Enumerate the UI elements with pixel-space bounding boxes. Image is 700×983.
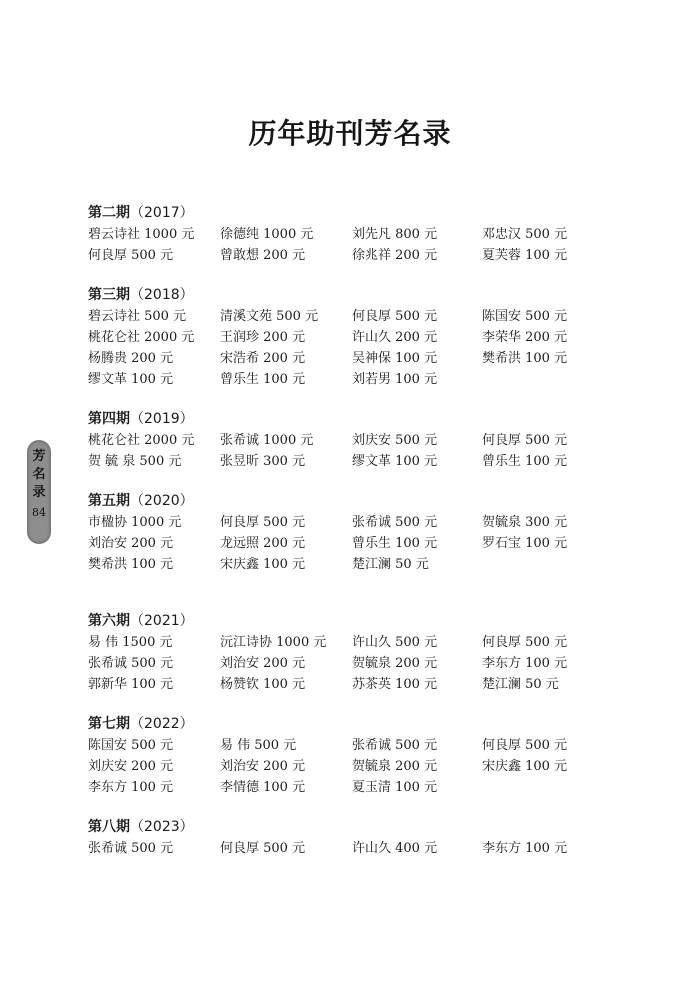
- donor-row: [88, 674, 608, 695]
- side-tab-char: 名: [32, 467, 46, 482]
- donor-entry: 贺毓泉 200 元: [352, 656, 438, 671]
- donor-entry: 张希诚 500 元: [352, 738, 438, 753]
- donor-row: [88, 451, 608, 472]
- donor-entry: 碧云诗社 1000 元: [88, 227, 195, 242]
- issue-number: 第六期: [88, 613, 130, 629]
- donor-entry: 杨腾贵 200 元: [88, 351, 174, 366]
- donor-entry: 沅江诗协 1000 元: [220, 635, 327, 650]
- donor-row: [88, 632, 608, 653]
- donor-entry: 缪文革 100 元: [88, 372, 174, 387]
- donor-row: [88, 327, 608, 348]
- donor-entry: 李情德 100 元: [220, 780, 306, 795]
- donor-entry: 许山久 200 元: [352, 330, 438, 345]
- issue-number: 第八期: [88, 819, 130, 835]
- issue-section: [88, 714, 608, 798]
- donor-entry: 李荣华 200 元: [482, 330, 568, 345]
- donor-entry: 刘治安 200 元: [220, 656, 306, 671]
- donor-entry: 张希诚 1000 元: [220, 433, 314, 448]
- donor-entry: 何良厚 500 元: [352, 309, 438, 324]
- donor-list: [88, 203, 608, 859]
- donor-entry: 宋浩希 200 元: [220, 351, 306, 366]
- donor-entry: 李东方 100 元: [482, 656, 568, 671]
- side-tab-char: 录: [32, 485, 46, 500]
- issue-section: [88, 491, 608, 575]
- issue-number: 第三期: [88, 287, 130, 303]
- donor-row: [88, 245, 608, 266]
- issue-heading: [88, 491, 608, 512]
- donor-row: [88, 777, 608, 798]
- donor-entry: 缪文革 100 元: [352, 454, 438, 469]
- donor-entry: 何良厚 500 元: [482, 738, 568, 753]
- issue-number: 第七期: [88, 716, 130, 732]
- donor-entry: 宋庆鑫 100 元: [482, 759, 568, 774]
- issue-heading: [88, 285, 608, 306]
- donor-entry: 何良厚 500 元: [220, 841, 306, 856]
- issue-heading: [88, 817, 608, 838]
- donor-entry: 刘先凡 800 元: [352, 227, 438, 242]
- donor-entry: 李东方 100 元: [88, 780, 174, 795]
- donor-entry: 清溪文苑 500 元: [220, 309, 319, 324]
- donor-row: [88, 430, 608, 451]
- donor-entry: 楚江澜 50 元: [352, 557, 429, 572]
- issue-heading: [88, 203, 608, 224]
- side-tab: [27, 440, 51, 544]
- donor-entry: 宋庆鑫 100 元: [220, 557, 306, 572]
- donor-entry: 陈国安 500 元: [88, 738, 174, 753]
- donor-entry: 刘庆安 500 元: [352, 433, 438, 448]
- donor-entry: 易 伟 500 元: [220, 738, 297, 753]
- donor-row: [88, 653, 608, 674]
- donor-entry: 楚江澜 50 元: [482, 677, 559, 692]
- issue-section: [88, 285, 608, 390]
- donor-entry: 曾乐生 100 元: [220, 372, 306, 387]
- issue-section: [88, 409, 608, 472]
- donor-entry: 何良厚 500 元: [482, 635, 568, 650]
- donor-row: [88, 838, 608, 859]
- donor-entry: 张希诚 500 元: [352, 515, 438, 530]
- donor-entry: 李东方 100 元: [482, 841, 568, 856]
- donor-entry: 碧云诗社 500 元: [88, 309, 187, 324]
- issue-year: （2022）: [130, 716, 194, 732]
- donor-entry: 夏玉清 100 元: [352, 780, 438, 795]
- donor-entry: 贺毓泉 200 元: [352, 759, 438, 774]
- donor-entry: 张希诚 500 元: [88, 656, 174, 671]
- donor-entry: 易 伟 1500 元: [88, 635, 173, 650]
- donor-entry: 郭新华 100 元: [88, 677, 174, 692]
- donor-entry: 夏芙蓉 100 元: [482, 248, 568, 263]
- donor-entry: 市楹协 1000 元: [88, 515, 182, 530]
- donor-row: [88, 756, 608, 777]
- issue-number: 第五期: [88, 493, 130, 509]
- donor-entry: 刘若男 100 元: [352, 372, 438, 387]
- donor-entry: 何良厚 500 元: [88, 248, 174, 263]
- donor-entry: 曾敢想 200 元: [220, 248, 306, 263]
- page-title: 历年助刊芳名录: [248, 117, 452, 150]
- donor-entry: 桃花仑社 2000 元: [88, 433, 195, 448]
- donor-entry: 张希诚 500 元: [88, 841, 174, 856]
- donor-entry: 徐德纯 1000 元: [220, 227, 314, 242]
- donor-entry: 何良厚 500 元: [220, 515, 306, 530]
- issue-heading: [88, 409, 608, 430]
- donor-entry: 曾乐生 100 元: [352, 536, 438, 551]
- donor-row: [88, 554, 608, 575]
- issue-year: （2023）: [130, 819, 194, 835]
- donor-row: [88, 735, 608, 756]
- donor-entry: [482, 777, 602, 798]
- issue-number: 第二期: [88, 205, 130, 221]
- donor-entry: 陈国安 500 元: [482, 309, 568, 324]
- donor-entry: 龙远照 200 元: [220, 536, 306, 551]
- donor-entry: 樊希洪 100 元: [88, 557, 174, 572]
- donor-row: [88, 306, 608, 327]
- donor-entry: 何良厚 500 元: [482, 433, 568, 448]
- donor-entry: 樊希洪 100 元: [482, 351, 568, 366]
- donor-entry: [482, 369, 602, 390]
- donor-entry: 许山久 400 元: [352, 841, 438, 856]
- donor-entry: 桃花仑社 2000 元: [88, 330, 195, 345]
- donor-entry: 杨赞钦 100 元: [220, 677, 306, 692]
- donor-row: [88, 369, 608, 390]
- donor-entry: 刘庆安 200 元: [88, 759, 174, 774]
- donor-entry: 刘治安 200 元: [88, 536, 174, 551]
- donor-entry: 张昱昕 300 元: [220, 454, 306, 469]
- issue-heading: [88, 611, 608, 632]
- donor-row: [88, 224, 608, 245]
- issue-year: （2019）: [130, 411, 194, 427]
- donor-entry: 王润珍 200 元: [220, 330, 306, 345]
- donor-entry: 罗石宝 100 元: [482, 536, 568, 551]
- donor-entry: 贺毓泉 300 元: [482, 515, 568, 530]
- donor-entry: 吴神保 100 元: [352, 351, 438, 366]
- page-number: 84: [32, 506, 46, 519]
- donor-entry: 邓忠汉 500 元: [482, 227, 568, 242]
- issue-number: 第四期: [88, 411, 130, 427]
- issue-section: [88, 611, 608, 695]
- issue-year: （2017）: [130, 205, 194, 221]
- donor-row: [88, 348, 608, 369]
- issue-year: （2020）: [130, 493, 194, 509]
- donor-entry: 许山久 500 元: [352, 635, 438, 650]
- side-tab-char: 芳: [32, 449, 46, 464]
- donor-row: [88, 533, 608, 554]
- donor-entry: 贺 毓 泉 500 元: [88, 454, 182, 469]
- donor-row: [88, 512, 608, 533]
- donor-entry: 曾乐生 100 元: [482, 454, 568, 469]
- issue-heading: [88, 714, 608, 735]
- issue-section: [88, 203, 608, 266]
- donor-entry: 刘治安 200 元: [220, 759, 306, 774]
- issue-section: [88, 817, 608, 859]
- issue-year: （2021）: [130, 613, 194, 629]
- donor-entry: 徐兆祥 200 元: [352, 248, 438, 263]
- issue-year: （2018）: [130, 287, 194, 303]
- donor-entry: [482, 554, 602, 575]
- donor-entry: 苏茶英 100 元: [352, 677, 438, 692]
